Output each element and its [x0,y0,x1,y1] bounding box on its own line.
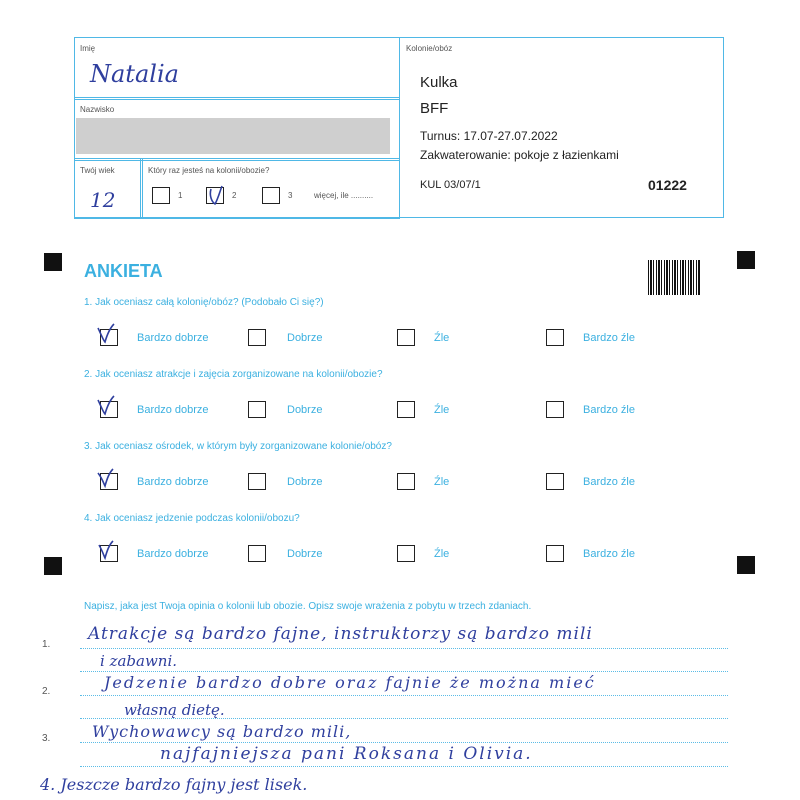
registration-marker [44,557,62,575]
times-option-3: 3 [288,191,293,200]
answer-line [80,742,728,743]
q2-option-zle-checkbox[interactable] [397,401,415,418]
answer-line [80,766,728,767]
question-3-text: 3. Jak oceniasz ośrodek, w którym były zorganizowane kolonie/obóz? [84,441,392,452]
q2-check-mark [94,392,120,418]
times-option-2: 2 [232,191,237,200]
q2-option-bardzo-zle-checkbox[interactable] [546,401,564,418]
q3-option-zle-checkbox[interactable] [397,473,415,490]
times-checkbox-1[interactable] [152,187,170,204]
q3-option-bardzo-zle-label: Bardzo źle [583,476,635,488]
q1-option-zle-checkbox[interactable] [397,329,415,346]
opinion-prompt: Napisz, jaka jest Twoja opinia o kolonii lub obozie. Opisz swoje wrażenia z pobytu w trzech zdaniach. [84,601,532,612]
q1-option-zle-label: Źle [434,332,450,344]
camp-label: Kolonie/obóz [406,44,453,53]
line-number-2: 2. [42,686,51,697]
line-number-1: 1. [42,639,51,650]
age-label: Twój wiek [80,166,115,175]
answer-handwriting[interactable]: Atrakcje są bardzo fajne, instruktorzy są bardzo mili [88,624,593,644]
times-more-label: więcej, ile .......... [314,191,374,200]
answer-handwriting[interactable]: Wychowawcy są bardzo mili, [92,722,352,741]
q4-option-zle-label: Źle [434,548,450,560]
q3-option-bardzo-dobrze-label: Bardzo dobrze [137,476,209,488]
answer-handwriting[interactable]: własną dietę. [124,701,225,719]
answer-handwriting[interactable]: Jedzenie bardzo dobre oraz fajnie że można mieć [104,673,596,692]
q2-option-zle-label: Źle [434,404,450,416]
q2-option-bardzo-zle-label: Bardzo źle [583,404,635,416]
times-check-mark [203,182,229,208]
answer-line [80,648,728,649]
q2-option-dobrze-checkbox[interactable] [248,401,266,418]
q1-option-dobrze-label: Dobrze [287,332,323,344]
question-4-text: 4. Jak oceniasz jedzenie podczas kolonii/obozu? [84,513,300,524]
question-2-text: 2. Jak oceniasz atrakcje i zajęcia zorganizowane na kolonii/obozie? [84,369,383,380]
registration-marker [737,251,755,269]
q3-option-dobrze-checkbox[interactable] [248,473,266,490]
q4-option-bardzo-dobrze-label: Bardzo dobrze [137,548,209,560]
q3-option-dobrze-label: Dobrze [287,476,323,488]
times-checkbox-3[interactable] [262,187,280,204]
registration-marker [737,556,755,574]
q1-option-bardzo-dobrze-label: Bardzo dobrze [137,332,209,344]
camp-name: Kulka [420,74,458,91]
q2-option-bardzo-dobrze-label: Bardzo dobrze [137,404,209,416]
survey-title: ANKIETA [84,261,163,281]
q4-option-dobrze-label: Dobrze [287,548,323,560]
registration-marker [44,253,62,271]
q1-option-bardzo-zle-checkbox[interactable] [546,329,564,346]
q2-option-dobrze-label: Dobrze [287,404,323,416]
times-question: Który raz jesteś na kolonii/obozie? [148,166,270,175]
q1-option-bardzo-zle-label: Bardzo źle [583,332,635,344]
camp-code: KUL 03/07/1 [420,179,481,191]
q4-check-mark [94,536,120,562]
q4-option-bardzo-zle-label: Bardzo źle [583,548,635,560]
line-number-3: 3. [42,733,51,744]
surname-redacted [76,118,390,154]
q4-option-dobrze-checkbox[interactable] [248,545,266,562]
q3-option-bardzo-zle-checkbox[interactable] [546,473,564,490]
answer-handwriting[interactable]: i zabawni. [100,652,178,670]
q3-option-zle-label: Źle [434,476,450,488]
q1-option-dobrze-checkbox[interactable] [248,329,266,346]
answer-handwriting[interactable]: najfajniejsza pani Roksana i Olivia. [160,744,533,764]
question-1-text: 1. Jak oceniasz całą kolonię/obóz? (Podobało Ci się?) [84,297,324,308]
accommodation-text: Zakwaterowanie: pokoje z łazienkami [420,148,619,162]
answer-line [80,695,728,696]
q4-option-zle-checkbox[interactable] [397,545,415,562]
barcode [648,260,700,295]
q3-check-mark [94,464,120,490]
answer-handwriting[interactable]: 4. Jeszcze bardzo fajny jest lisek. [40,775,308,794]
camp-sub: BFF [420,100,449,117]
turnus-text: Turnus: 17.07-27.07.2022 [420,129,558,143]
form-number: 01222 [648,177,687,193]
answer-line [80,671,728,672]
q4-option-bardzo-zle-checkbox[interactable] [546,545,564,562]
name-value[interactable]: Natalia [90,60,179,88]
name-label: Imię [80,44,96,53]
surname-label: Nazwisko [80,105,115,114]
q1-check-mark [94,320,120,346]
age-value[interactable]: 12 [90,188,116,212]
times-option-1: 1 [178,191,183,200]
